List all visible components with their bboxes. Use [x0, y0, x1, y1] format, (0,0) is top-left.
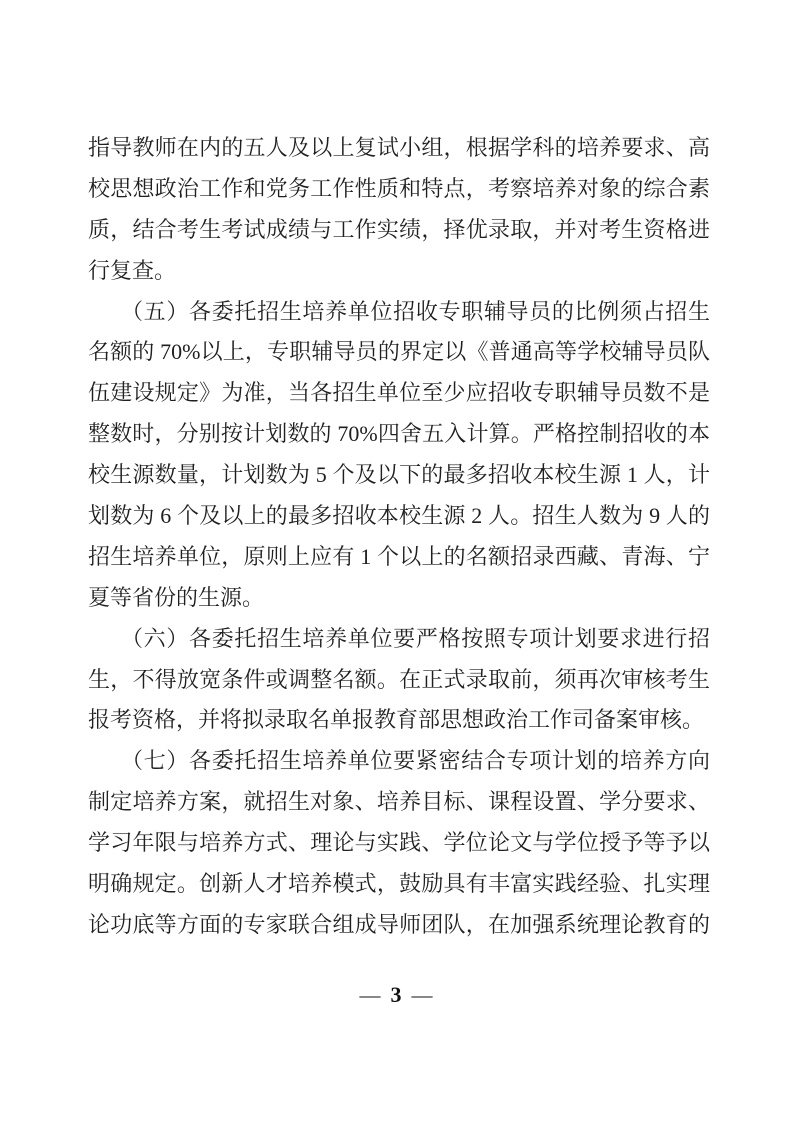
text-line: 行复查。: [88, 257, 177, 283]
page-number-dash-left: —: [359, 983, 382, 1007]
paragraph-continuation: [88, 128, 710, 292]
text-line: 伍建设规定》为准，当各招生单位至少应招收专职辅导员数不是: [88, 380, 710, 406]
document-body: [88, 128, 710, 946]
text-line: 学习年限与培养方式、理论与实践、学位论文与学位授予等予以: [88, 830, 710, 856]
text-line: 质，结合考生考试成绩与工作实绩，择优录取，并对考生资格进: [88, 216, 710, 242]
text-line: 报考资格，并将拟录取名单报教育部思想政治工作司备案审核。: [88, 707, 705, 733]
text-line: 指导教师在内的五人及以上复试小组，根据学科的培养要求、高: [88, 135, 710, 160]
text-line: 整数时，分别按计划数的 70%四舍五入计算。严格控制招收的本: [88, 421, 710, 447]
text-line: 生，不得放宽条件或调整名额。在正式录取前，须再次审核考生: [88, 666, 710, 692]
page-number-dash-right: —: [411, 983, 434, 1007]
text-line: 明确规定。创新人才培养模式，鼓励具有丰富实践经验、扎实理: [88, 871, 710, 897]
text-line: （七）各委托招生培养单位要紧密结合专项计划的培养方向: [121, 748, 710, 774]
text-line: 划数为 6 个及以上的最多招收本校生源 2 人。招生人数为 9 人的: [88, 503, 710, 529]
text-line: 制定培养方案，就招生对象、培养目标、课程设置、学分要求、: [88, 789, 710, 815]
paragraph-item-5: [88, 292, 710, 619]
text-line: 论功底等方面的专家联合组成导师团队，在加强系统理论教育的: [88, 911, 710, 937]
text-line: 夏等省份的生源。: [88, 584, 265, 610]
text-line: （六）各委托招生培养单位要严格按照专项计划要求进行招: [121, 625, 710, 651]
text-line: （五）各委托招生培养单位招收专职辅导员的比例须占招生: [121, 298, 710, 324]
text-line: 校生源数量，计划数为 5 个及以下的最多招收本校生源 1 人，计: [88, 462, 710, 488]
text-line: 名额的 70%以上，专职辅导员的界定以《普通高等学校辅导员队: [88, 339, 710, 365]
text-line: 招生培养单位，原则上应有 1 个以上的名额招录西藏、青海、宁: [88, 543, 710, 569]
paragraph-item-6: [88, 619, 710, 742]
page-number-value: 3: [390, 982, 403, 1007]
text-line: 校思想政治工作和党务工作性质和特点，考察培养对象的综合素: [88, 175, 710, 201]
page-number: [0, 982, 793, 1008]
paragraph-item-7: [88, 741, 710, 945]
